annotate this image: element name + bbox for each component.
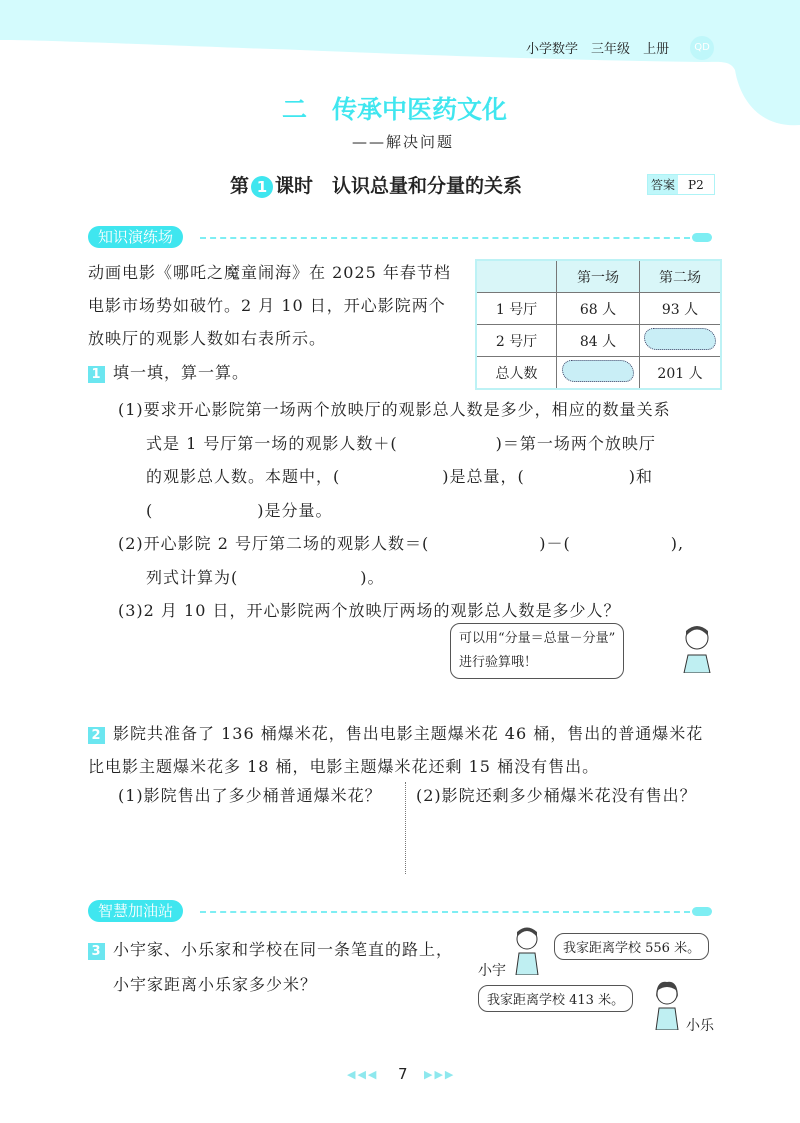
text: 的观影总人数。本题中，( [146, 467, 341, 486]
text: )是总量，( [442, 467, 525, 486]
lesson-name: 课时 认识总量和分量的关系 [275, 175, 523, 197]
girl-xiaole-icon [650, 980, 684, 1030]
text-line: (3)2 月 10 日，开心影院两个放映厅两场的观影总人数是多少人？ [118, 601, 621, 620]
answer-ref[interactable] [647, 174, 715, 195]
answer-label: 答案 [648, 175, 678, 194]
lesson-title [230, 171, 522, 198]
text: ( [146, 500, 154, 520]
text: )和 [628, 467, 653, 486]
book-subject: 小学数学 [526, 42, 579, 57]
divider [200, 237, 690, 239]
audience-table [475, 259, 722, 390]
section-header-wisdom: 智慧加油站 [88, 900, 183, 922]
table-header: 第二场 [640, 260, 722, 293]
boy-avatar-icon [680, 623, 714, 673]
intro-line: 动画电影《哪吒之魔童闹海》在 2025 年春节档 [88, 263, 451, 282]
right-arrows-icon: ▶▶▶ [424, 1068, 456, 1081]
q2-sub1: (1)影院售出了多少桶普通爆米花？ [118, 786, 382, 805]
text-line: (1)要求开心影院第一场两个放映厅的观影总人数是多少，相应的数量关系 [118, 400, 671, 419]
text: )是分量。 [257, 500, 333, 520]
publisher-logo: QD [690, 36, 714, 60]
table-header: 第一场 [557, 260, 640, 293]
q1-part1 [118, 393, 684, 628]
hint-line: 可以用“分量＝总量－分量” [459, 631, 616, 646]
question-number: 3 [88, 943, 105, 960]
text: ), [670, 534, 685, 553]
text: 列式计算为( [146, 567, 239, 587]
hint-line: 进行验算哦！ [459, 655, 538, 670]
name-label-xiaole: 小乐 [686, 1018, 714, 1034]
table-cell: 84 人 [557, 325, 640, 357]
lesson-prefix: 第 [230, 175, 250, 197]
left-arrows-icon: ◀◀◀ [347, 1068, 379, 1081]
table-cell: 93 人 [640, 293, 722, 325]
unit-subtitle: ——解决问题 [352, 133, 455, 151]
page-number: 7 [398, 1065, 408, 1083]
table-cell-hidden [557, 357, 640, 390]
speech-bubble-xiaoyu: 我家距离学校 556 米。 [554, 933, 709, 960]
text: 影院共准备了 136 桶爆米花，售出电影主题爆米花 46 桶，售出的普通爆米花 [113, 724, 704, 743]
pencil-icon [692, 907, 712, 916]
intro-text [88, 256, 451, 355]
text: (2)开心影院 2 号厅第二场的观影人数＝( [118, 534, 430, 553]
table-cell: 1 号厅 [476, 293, 557, 325]
question-number: 1 [88, 366, 105, 383]
table-cell-hidden [640, 325, 722, 357]
text: 式是 1 号厅第一场的观影人数＋( [146, 433, 398, 453]
divider [200, 911, 690, 913]
column-divider [405, 782, 406, 874]
q1-title [88, 360, 249, 383]
unit-title: 二 传承中医药文化 [282, 95, 508, 124]
name-label-xiaoyu: 小宇 [478, 963, 506, 979]
q1-text: 填一填，算一算。 [113, 363, 250, 382]
cloud-cover-icon [644, 328, 716, 350]
q2-sub2: (2)影院还剩多少桶爆米花没有售出？ [416, 786, 697, 805]
hint-bubble [450, 623, 624, 679]
text: )－( [539, 534, 571, 553]
book-volume: 上册 [643, 42, 670, 57]
answer-page: P2 [688, 178, 704, 192]
speech-bubble-xiaole: 我家距离学校 413 米。 [478, 985, 633, 1012]
table-cell: 201 人 [640, 357, 722, 390]
text: 小宇家、小乐家和学校在同一条笔直的路上， [113, 940, 454, 959]
text-line: 小宇家距离小乐家多少米？ [113, 975, 318, 994]
intro-line: 放映厅的观影人数如右表所示。 [88, 329, 327, 348]
question-number: 2 [88, 727, 105, 744]
book-grade: 三年级 [591, 42, 631, 57]
section-header-knowledge: 知识演练场 [88, 226, 183, 248]
q3 [88, 932, 453, 1002]
table-header [476, 260, 557, 293]
q2 [88, 717, 703, 783]
lesson-number: 1 [251, 176, 273, 198]
text: )＝第一场两个放映厅 [495, 433, 656, 453]
book-info [526, 38, 669, 57]
text: )。 [360, 567, 385, 587]
cloud-cover-icon [562, 360, 634, 382]
boy-xiaoyu-icon [510, 925, 544, 975]
intro-line: 电影市场势如破竹。2 月 10 日，开心影院两个 [88, 296, 446, 315]
table-cell: 2 号厅 [476, 325, 557, 357]
table-cell: 68 人 [557, 293, 640, 325]
pencil-icon [692, 233, 712, 242]
text-line: 比电影主题爆米花多 18 桶，电影主题爆米花还剩 15 桶没有售出。 [88, 757, 600, 776]
table-cell: 总人数 [476, 357, 557, 390]
